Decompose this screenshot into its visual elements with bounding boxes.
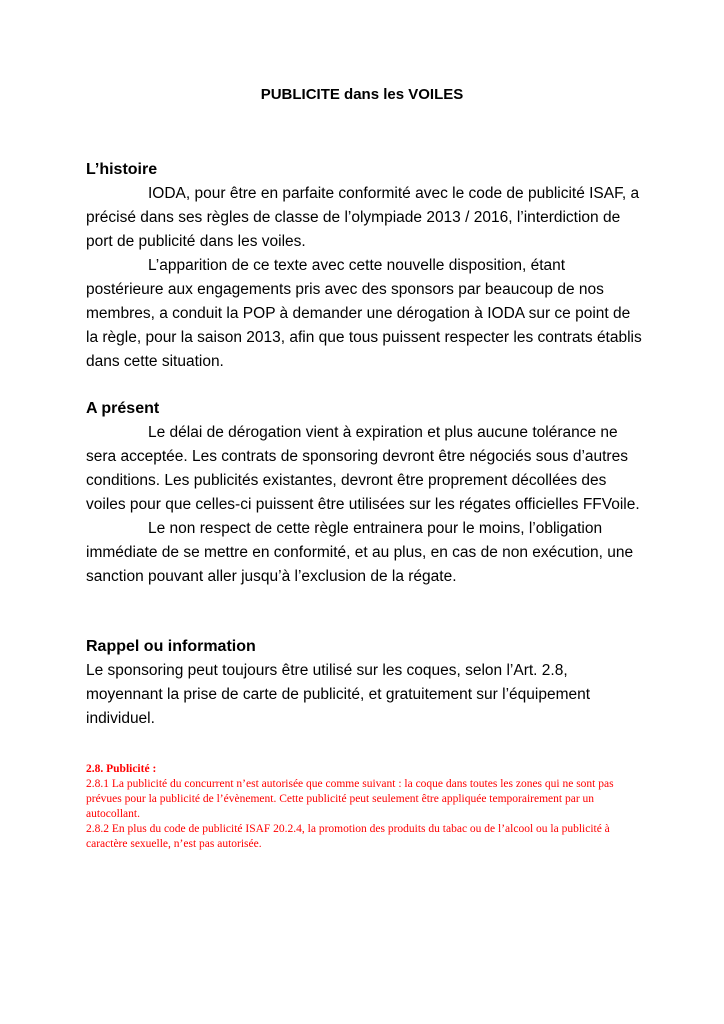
section-heading-histoire: L’histoire [86, 161, 158, 178]
section-heading-present: A présent [86, 400, 160, 417]
paragraph-histoire-2: L’apparition de ce texte avec cette nouvelle disposition, étant postérieure aux engagements pris avec des sponsors par beaucoup de nos membres, a conduit la POP à demander une dérogation à IODA sur ce point de la règle, pour la saison 2013, afin que tous puissent respecter les contrats établis dans cette situation. [86, 257, 642, 370]
paragraph-present-2: Le non respect de cette règle entrainera pour le moins, l’obligation immédiate de se mettre en conformité, et au plus, en cas de non exécution, une sanction pouvant aller jusqu’à l’exclusion de la régate. [86, 520, 634, 585]
section-histoire [86, 158, 646, 374]
rule-excerpt-2-8-2: 2.8.2 En plus du code de publicité ISAF 20.2.4, la promotion des produits du tabac ou de l’alcool ou la publicité à caractère sexuelle, n’est pas autorisée. [86, 823, 610, 850]
section-present [86, 397, 646, 589]
rule-excerpt-2-8-1: 2.8.1 La publicité du concurrent n’est autorisée que comme suivant : la coque dans toutes les zones qui ne sont pas prévues pour la publicité de l’évènement. Cette publicité peut seulement être appliquée temporairement par un autocollant. [86, 778, 614, 820]
section-heading-rappel: Rappel ou information [86, 638, 256, 655]
paragraph-rappel-1: Le sponsoring peut toujours être utilisé sur les coques, selon l’Art. 2.8, moyennant la prise de carte de publicité, et gratuitement sur l’équipement individuel. [86, 662, 591, 727]
section-rappel [86, 635, 646, 731]
page-title: PUBLICITE dans les VOILES [260, 86, 464, 103]
rule-excerpt-title: 2.8. Publicité : [86, 763, 157, 775]
paragraph-histoire-1: IODA, pour être en parfaite conformité avec le code de publicité ISAF, a précisé dans ses règles de classe de l’olympiade 2013 / 2016, l’interdiction de port de publicité dans les voiles. [86, 185, 640, 250]
paragraph-present-1: Le délai de dérogation vient à expiration et plus aucune tolérance ne sera acceptée. Les contrats de sponsoring devront être négociés sous d’autres conditions. Les publicités existantes, devront être proprement décollées des voiles pour que celles-ci puissent être utilisées sur les régates officielles FFVoile. [86, 424, 640, 513]
rule-excerpt [86, 762, 646, 852]
